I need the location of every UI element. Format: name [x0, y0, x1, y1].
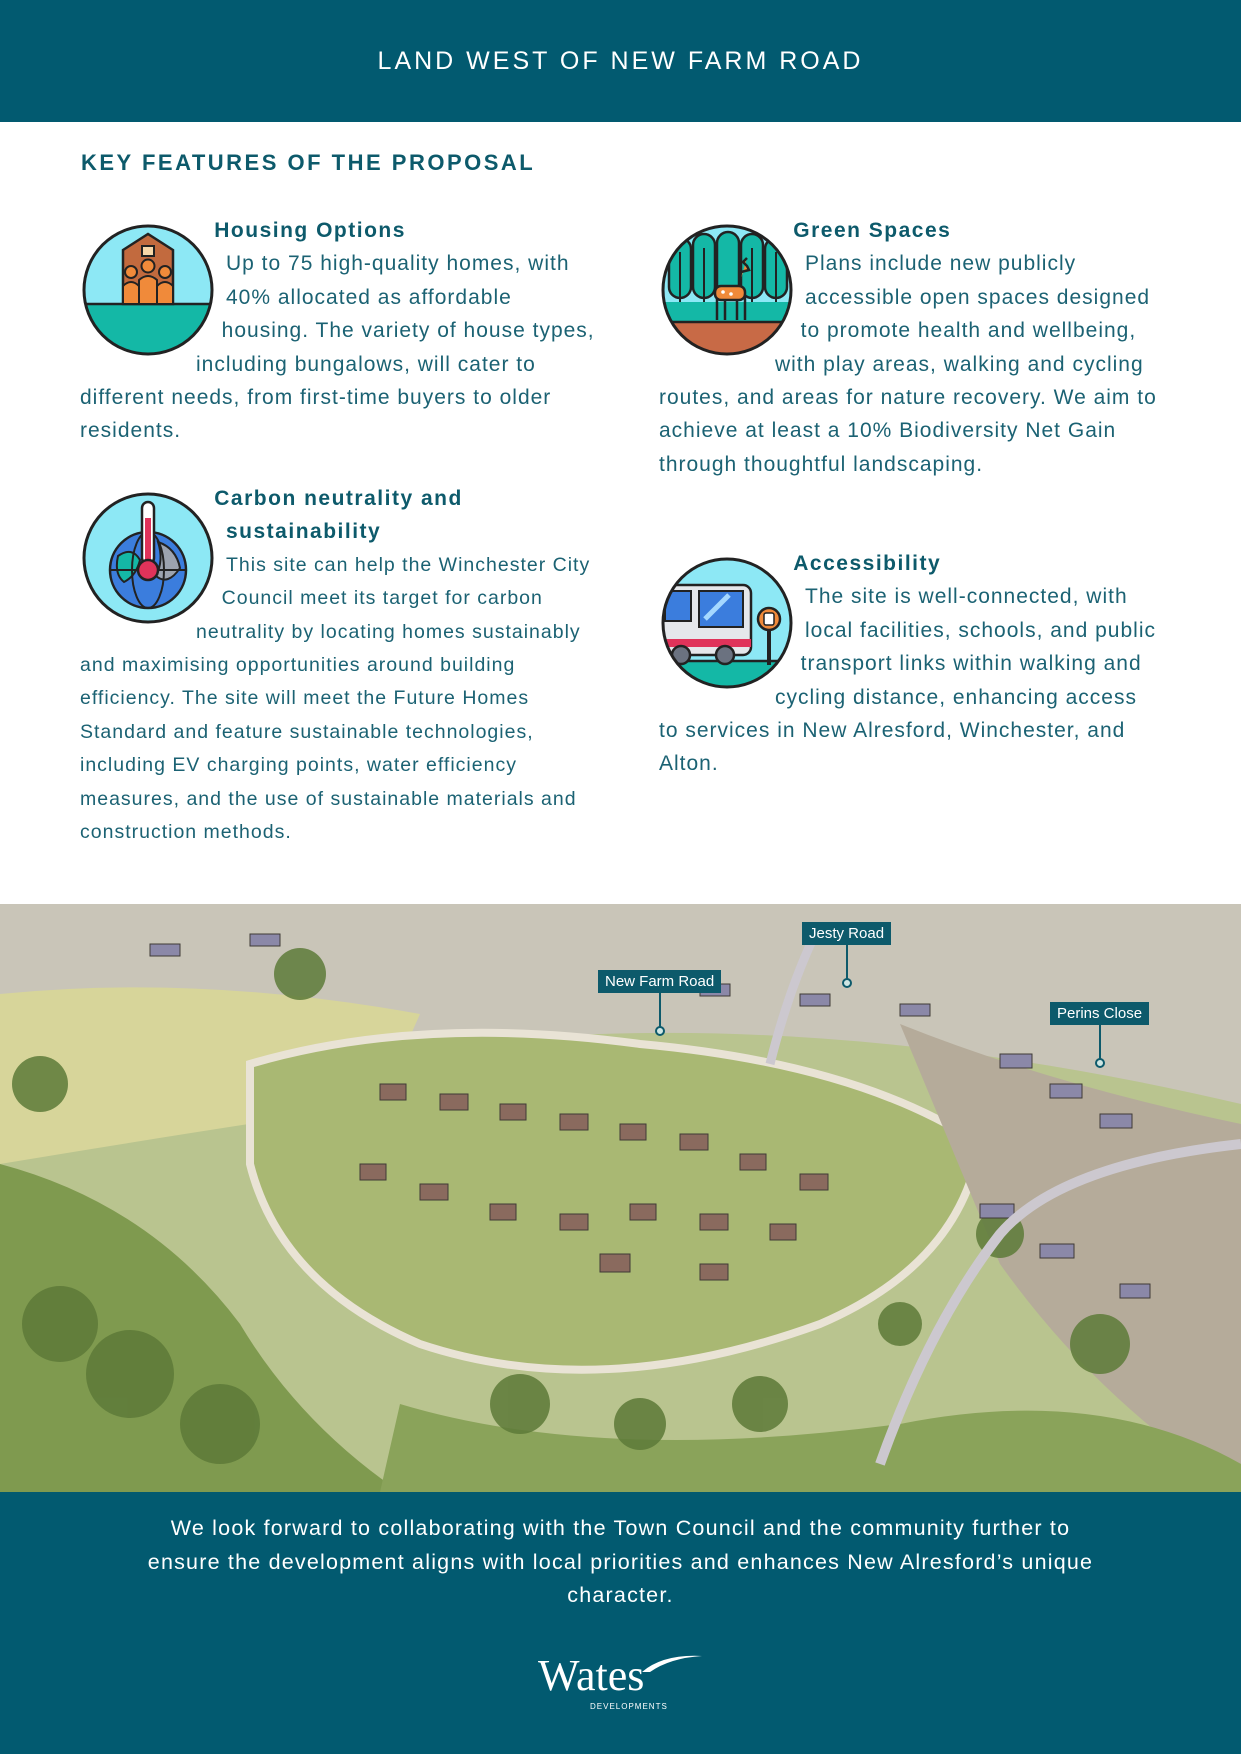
feature-carbon — [80, 482, 600, 849]
wates-logo — [538, 1650, 708, 1720]
map-label-stem — [846, 945, 848, 979]
feature-housing-title: Housing Options — [214, 219, 406, 242]
feature-accessibility-title: Accessibility — [793, 552, 942, 575]
logo-subtitle: DEVELOPMENTS — [590, 1702, 668, 1711]
map-label-stem — [1099, 1025, 1101, 1059]
map-label-jesty-road — [802, 922, 891, 988]
feature-housing-body: Up to 75 high-quality homes, with 40% allocated as affordable housing. The variety of house types, including bungalows, will cater to different needs, from first-time buyers to older residents. — [80, 252, 595, 443]
page-header — [0, 0, 1241, 122]
section-title: KEY FEATURES OF THE PROPOSAL — [81, 150, 536, 175]
page-footer — [0, 1492, 1241, 1754]
feature-carbon-title: Carbon neutrality and sustainability — [214, 487, 463, 544]
map-label-jesty-road-text: Jesty Road — [802, 922, 891, 945]
map-label-pin — [842, 978, 852, 988]
feature-carbon-body: This site can help the Winchester City Council meet its target for carbon neutrality by locating homes sustainably and maximising opportunities around building efficiency. The site will meet the Future Homes Standard and feature sustainable technologies, including EV charging points, water efficiency measures, and the use of sustainable materials and construction methods. — [80, 553, 591, 844]
logo-wordmark: Wates — [538, 1651, 645, 1700]
map-label-pin — [1095, 1058, 1105, 1068]
map-label-new-farm-road — [598, 970, 721, 1036]
map-label-new-farm-road-text: New Farm Road — [598, 970, 721, 993]
aerial-site-illustration — [0, 904, 1241, 1492]
map-label-perins-close — [1050, 1002, 1149, 1068]
closing-statement: We look forward to collaborating with the Town Council and the community further to ensure the development aligns with local priorities and enhances New Alresford’s unique character. — [147, 1516, 1094, 1607]
green-spaces-icon — [659, 222, 795, 358]
map-label-pin — [655, 1026, 665, 1036]
bus-stop-icon — [659, 555, 795, 691]
carbon-globe-icon — [80, 490, 216, 626]
feature-housing — [80, 214, 600, 448]
feature-green-spaces-body: Plans include new publicly accessible open spaces designed to promote health and wellbeing, with play areas, walking and cycling routes, and areas for nature recovery. We aim to achieve at least a 10% Biodiversity Net Gain through thoughtful landscaping. — [659, 252, 1157, 476]
logo-swoosh-icon — [538, 1650, 708, 1690]
feature-green-spaces-title: Green Spaces — [793, 219, 952, 242]
feature-green-spaces — [659, 214, 1159, 481]
housing-icon — [80, 222, 216, 358]
page-title: LAND WEST OF NEW FARM ROAD — [377, 46, 864, 75]
feature-accessibility — [659, 547, 1159, 781]
feature-accessibility-body: The site is well-connected, with local facilities, schools, and public transport links within walking and cycling distance, enhancing access to services in New Alresford, Winchester, and Alton. — [659, 585, 1156, 776]
map-label-perins-close-text: Perins Close — [1050, 1002, 1149, 1025]
map-label-stem — [659, 993, 661, 1027]
